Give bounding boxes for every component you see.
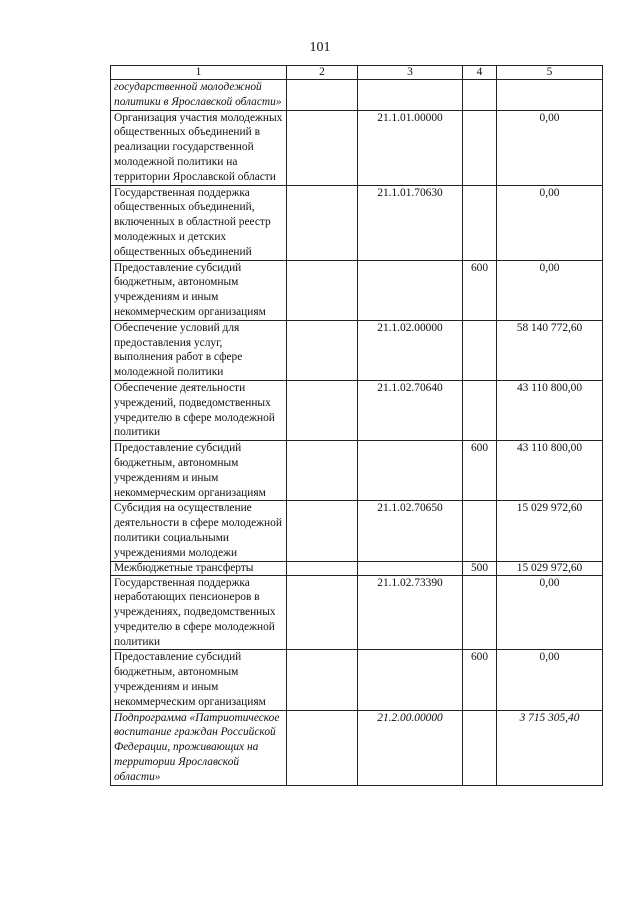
row-name-cell: Организация участия молодежных общественных объединений в реализации государственной молодежной политики на территории Ярославской области [111,110,287,185]
row-code-cell: 21.1.01.70630 [358,185,463,260]
row-amount-cell: 0,00 [497,650,603,710]
table-row [111,650,603,710]
table-row [111,561,603,575]
row-kind-cell [463,320,497,380]
row-kind-cell [463,575,497,650]
row-amount-cell: 58 140 772,60 [497,320,603,380]
row-col2-cell [287,650,358,710]
row-col2-cell [287,110,358,185]
row-col2-cell [287,185,358,260]
row-amount-cell: 0,00 [497,260,603,320]
row-name-cell: Предоставление субсидий бюджетным, автономным учреждениям и иным некоммерческим организациям [111,650,287,710]
row-col2-cell [287,441,358,501]
row-code-cell [358,260,463,320]
row-code-cell [358,650,463,710]
row-col2-cell [287,501,358,561]
row-kind-cell [463,110,497,185]
row-name-cell: Субсидия на осуществление деятельности в сфере молодежной политики социальными учреждениями молодежи [111,501,287,561]
table-row [111,710,603,785]
row-name-cell: государственной молодежной политики в Ярославской области» [111,80,287,111]
row-col2-cell [287,561,358,575]
row-kind-cell: 600 [463,260,497,320]
column-header-4: 4 [463,66,497,80]
row-col2-cell [287,80,358,111]
row-amount-cell: 15 029 972,60 [497,561,603,575]
table-row [111,441,603,501]
row-name-cell: Предоставление субсидий бюджетным, автономным учреждениям и иным некоммерческим организациям [111,260,287,320]
row-name-cell: Обеспечение условий для предоставления услуг, выполнения работ в сфере молодежной политики [111,320,287,380]
row-kind-cell [463,380,497,440]
row-col2-cell [287,710,358,785]
row-code-cell: 21.1.02.70650 [358,501,463,561]
row-col2-cell [287,260,358,320]
row-name-cell: Государственная поддержка неработающих пенсионеров в учреждениях, подведомственных учредителю в сфере молодежной политики [111,575,287,650]
row-amount-cell: 0,00 [497,110,603,185]
table-row [111,80,603,111]
row-code-cell: 21.1.02.00000 [358,320,463,380]
row-code-cell: 21.1.02.70640 [358,380,463,440]
row-code-cell: 21.1.02.73390 [358,575,463,650]
row-code-cell: 21.1.01.00000 [358,110,463,185]
row-amount-cell [497,80,603,111]
budget-table [110,65,603,786]
row-kind-cell [463,80,497,111]
row-kind-cell: 500 [463,561,497,575]
row-kind-cell [463,501,497,561]
header-row [111,66,603,80]
row-name-cell: Предоставление субсидий бюджетным, автономным учреждениям и иным некоммерческим организациям [111,441,287,501]
row-amount-cell: 0,00 [497,575,603,650]
row-name-cell: Подпрограмма «Патриотическое воспитание граждан Российской Федерации, проживающих на территории Ярославской области» [111,710,287,785]
row-kind-cell [463,185,497,260]
table-body [111,80,603,786]
row-kind-cell: 600 [463,441,497,501]
row-col2-cell [287,380,358,440]
column-header-3: 3 [358,66,463,80]
row-name-cell: Государственная поддержка общественных объединений, включенных в областной реестр молодежных и детских общественных объединений [111,185,287,260]
row-col2-cell [287,320,358,380]
row-kind-cell: 600 [463,650,497,710]
row-code-cell [358,441,463,501]
table-row [111,380,603,440]
row-name-cell: Межбюджетные трансферты [111,561,287,575]
row-amount-cell: 43 110 800,00 [497,441,603,501]
row-col2-cell [287,575,358,650]
column-header-2: 2 [287,66,358,80]
row-amount-cell: 3 715 305,40 [497,710,603,785]
table-row [111,501,603,561]
table-row [111,575,603,650]
column-header-1: 1 [111,66,287,80]
row-code-cell: 21.2.00.00000 [358,710,463,785]
column-header-5: 5 [497,66,603,80]
row-code-cell [358,561,463,575]
row-amount-cell: 43 110 800,00 [497,380,603,440]
row-amount-cell: 0,00 [497,185,603,260]
table-row [111,320,603,380]
table-row [111,185,603,260]
page-number: 101 [309,40,331,55]
row-code-cell [358,80,463,111]
table-row [111,110,603,185]
row-amount-cell: 15 029 972,60 [497,501,603,561]
row-name-cell: Обеспечение деятельности учреждений, подведомственных учредителю в сфере молодежной политики [111,380,287,440]
table-row [111,260,603,320]
row-kind-cell [463,710,497,785]
